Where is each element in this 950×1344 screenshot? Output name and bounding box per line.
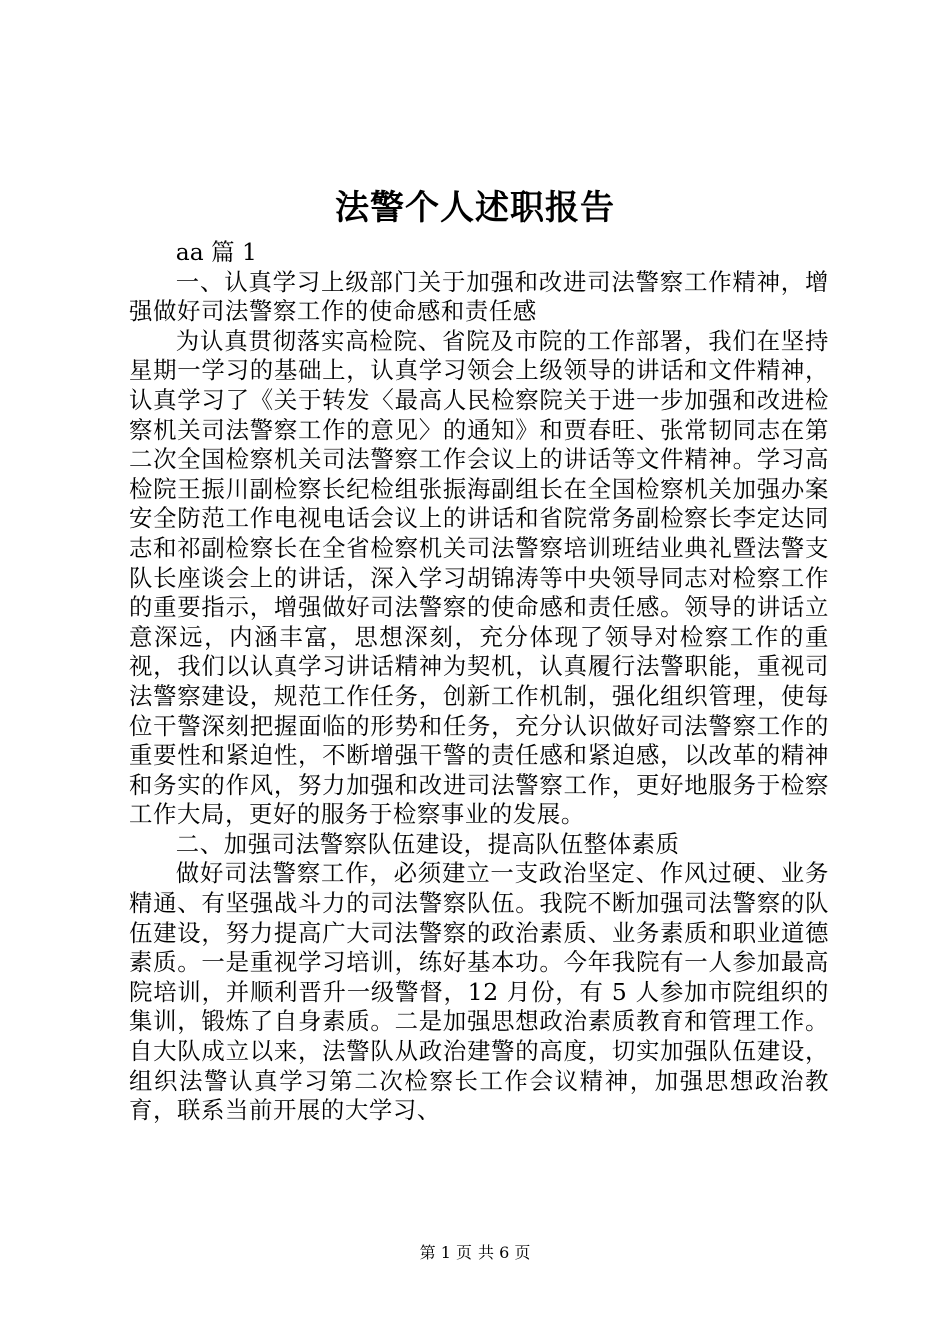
body-paragraph-1: 为认真贯彻落实高检院、省院及市院的工作部署，我们在坚持星期一学习的基础上，认真学习领会上级领导的讲话和文件精神，认真学习了《关于转发〈最高人民检察院关于进一步加强和改进检察机关司法警察工作的意见〉的通知》和贾春旺、张常韧同志在第二次全国检察机关司法警察工作会议上的讲话等文件精神。学习高检院王振川副检察长纪检组张振海副组长在全国检察机关加强办案安全防范工作电视电话会议上的讲话和省院常务副检察长李定达同志和祁副检察长在全省检察机关司法警察培训班结业典礼暨法警支队长座谈会上的讲话，深入学习胡锦涛等中央领导同志对检察工作的重要指示，增强做好司法警察的使命感和责任感。领导的讲话立意深远，内涵丰富，思想深刻，充分体现了领导对检察工作的重视，我们以认真学习讲话精神为契机，认真履行法警职能，重视司法警察建设，规范工作任务，创新工作机制，强化组织管理，使每位干警深刻把握面临的形势和任务，充分认识做好司法警察工作的重要性和紧迫性，不断增强干警的责任感和紧迫感，以改革的精神和务实的作风，努力加强和改进司法警察工作，更好地服务于检察工作大局，更好的服务于检察事业的发展。: [129, 326, 829, 829]
section-label: aa 篇 1: [175, 238, 257, 266]
document-title: 法警个人述职报告: [335, 188, 615, 228]
section-heading-1: 一、认真学习上级部门关于加强和改进司法警察工作精神，增强做好司法警察工作的使命感和责任感: [129, 267, 829, 326]
document-body: [129, 238, 829, 1126]
page-number: 第 1 页: [419, 1243, 472, 1262]
page-total: 共 6 页: [478, 1243, 531, 1262]
body-paragraph-2: 做好司法警察工作，必须建立一支政治坚定、作风过硬、业务精通、有坚强战斗力的司法警察队伍。我院不断加强司法警察的队伍建设，努力提高广大司法警察的政治素质、业务素质和职业道德素质。一是重视学习培训，练好基本功。今年我院有一人参加最高院培训，并顺利晋升一级警督，12 月份，有 5 人参加市院组织的集训，锻炼了自身素质。二是加强思想政治素质教育和管理工作。自大队成立以来，法警队从政治建警的高度，切实加强队伍建设，组织法警认真学习第二次检察长工作会议精神，加强思想政治教育，联系当前开展的大学习、: [129, 859, 829, 1125]
section-heading-2: 二、加强司法警察队伍建设，提高队伍整体素质: [175, 829, 680, 858]
page-footer: [0, 1242, 950, 1264]
